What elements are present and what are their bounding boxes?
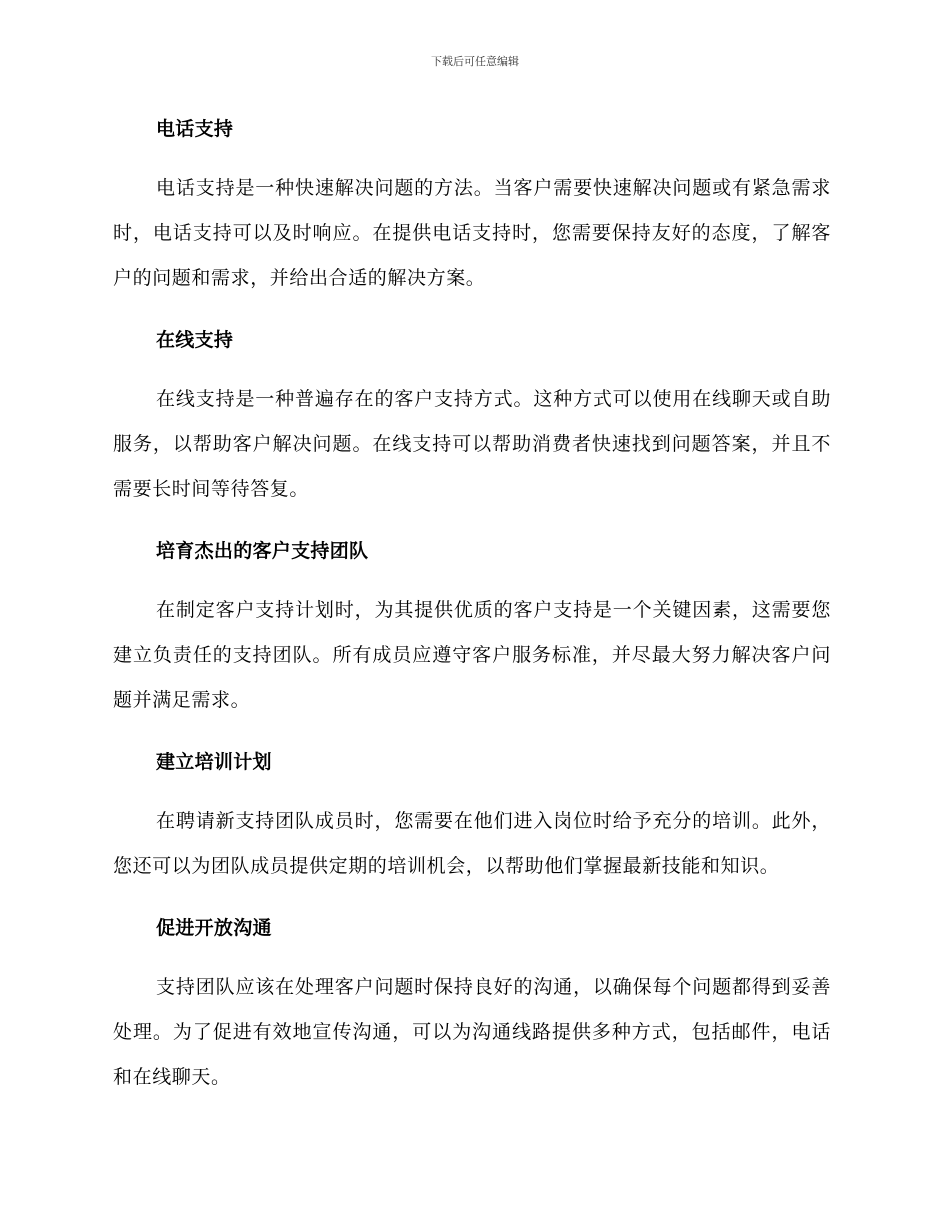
section-paragraph-open-communication: 支持团队应该在处理客户问题时保持良好的沟通，以确保每个问题都得到妥善处理。为了促进有效地宣传沟通，可以为沟通线路提供多种方式，包括邮件，电话和在线聊天。 <box>113 976 831 1088</box>
section-heading-phone-support: 电话支持 <box>156 118 234 140</box>
section-heading-support-team: 培育杰出的客户支持团队 <box>156 540 369 562</box>
section-paragraph-online-support: 在线支持是一种普遍存在的客户支持方式。这种方式可以使用在线聊天或自助服务，以帮助客户解决问题。在线支持可以帮助消费者快速找到问题答案，并且不需要长时间等待答复。 <box>113 388 831 500</box>
section-heading-training-plan: 建立培训计划 <box>156 751 272 773</box>
section-paragraph-phone-support: 电话支持是一种快速解决问题的方法。当客户需要快速解决问题或有紧急需求时，电话支持可以及时响应。在提供电话支持时，您需要保持友好的态度，了解客户的问题和需求，并给出合适的解决方案。 <box>113 177 831 289</box>
page-header: 下载后可任意编辑 <box>431 55 519 68</box>
section-heading-online-support: 在线支持 <box>156 329 234 351</box>
section-heading-open-communication: 促进开放沟通 <box>156 917 272 939</box>
section-paragraph-support-team: 在制定客户支持计划时，为其提供优质的客户支持是一个关键因素，这需要您建立负责任的支持团队。所有成员应遵守客户服务标准，并尽最大努力解决客户问题并满足需求。 <box>113 599 831 711</box>
section-paragraph-training-plan: 在聘请新支持团队成员时，您需要在他们进入岗位时给予充分的培训。此外，您还可以为团队成员提供定期的培训机会，以帮助他们掌握最新技能和知识。 <box>113 810 831 877</box>
document-body <box>113 112 831 1122</box>
